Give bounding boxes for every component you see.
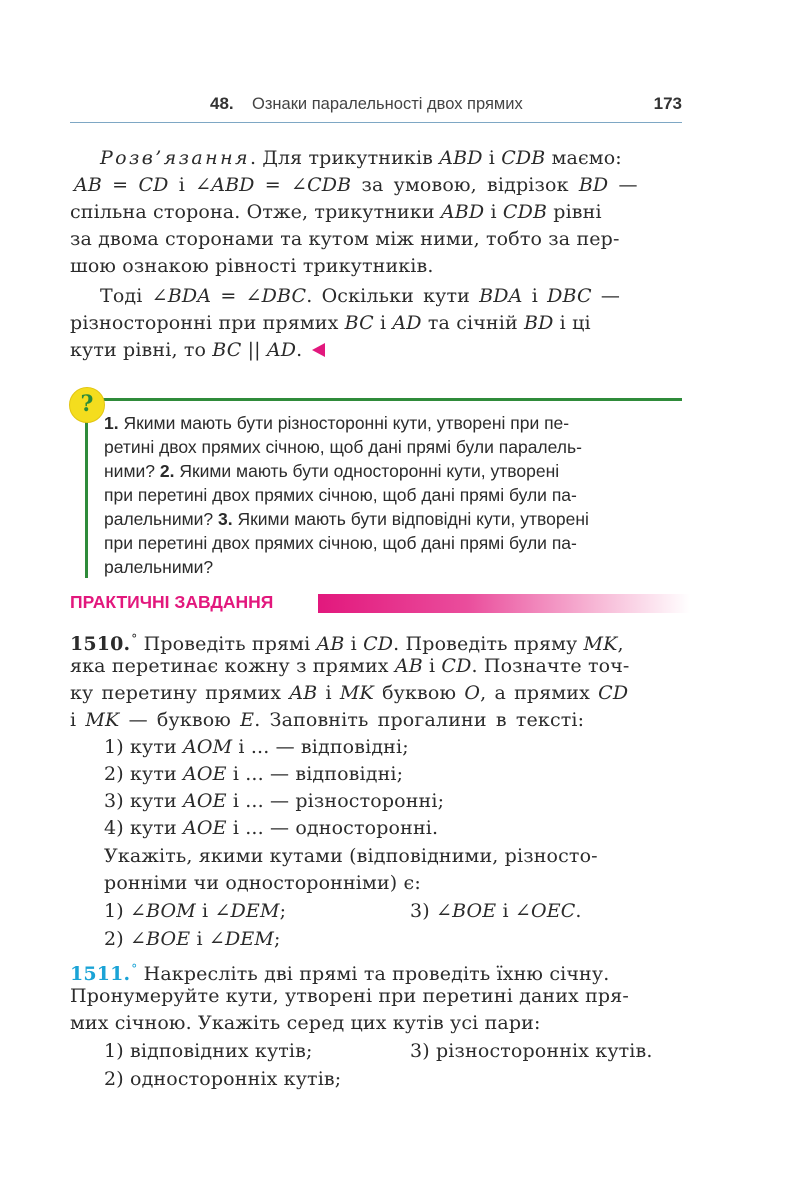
question-line-5: ралельними? 3. Якими мають бути відповідні кути, утворені: [104, 509, 589, 529]
question-mark-icon: ?: [69, 387, 105, 423]
task-1510-option-3: 3) ∠BOE і ∠OEC.: [410, 900, 582, 922]
question-line-7: ралельними?: [104, 557, 214, 577]
solution-line-7: різносторонні при прямих BC і AD та січній BD і ці: [70, 312, 591, 334]
question-line-1: 1. Якими мають бути різносторонні кути, утворені при пе-: [104, 413, 570, 433]
task-1510-item-2: 2) кути AOE і ... — відповідні;: [104, 763, 404, 785]
task-1510-item-4: 4) кути AOE і ... — односторонні.: [104, 817, 439, 839]
question-line-6: при перетині двох прямих січною, щоб дані прямі були па-: [104, 533, 577, 553]
solution-line-6: Тоді ∠BDA = ∠DBC. Оскільки кути BDA і DBC —: [100, 285, 620, 307]
solution-line-4: за двома сторонами та кутом між ними, тобто за пер-: [70, 228, 620, 250]
task-1510-item-3: 3) кути AOE і ... — різносторонні;: [104, 790, 445, 812]
task-1511-option-2: 2) односторонніх кутів;: [104, 1068, 342, 1090]
question-line-2: ретині двох прямих січною, щоб дані прямі були паралель-: [104, 437, 582, 457]
task-1510-option-1: 1) ∠BOM і ∠DEM;: [104, 900, 287, 922]
task-1511-line-2: Пронумеруйте кути, утворені при перетині даних пря-: [70, 985, 629, 1007]
task-1510-line-4: і MK — буквою E. Заповніть прогалини в тексті:: [70, 709, 585, 731]
task-1510-line-3: ку перетину прямих AB і MK буквою O, а прямих CD: [70, 682, 629, 704]
question-line-3: ними? 2. Якими мають бути односторонні кути, утворені: [104, 461, 560, 481]
page-header: [70, 92, 682, 123]
solution-line-8: кути рівні, то BC || AD.: [70, 337, 325, 364]
solution-line-2: AB = CD і ∠ABD = ∠CDB за умовою, відрізок BD —: [74, 174, 638, 196]
task-1510-option-2: 2) ∠BOE і ∠DEM;: [104, 928, 281, 950]
questions-top-rule: [80, 398, 682, 401]
questions-side-rule: [85, 412, 88, 578]
task-1511-line-1: 1511.° Накресліть дві прямі та проведіть їхню січну.: [70, 962, 610, 985]
task-1511-option-1: 1) відповідних кутів;: [104, 1040, 313, 1062]
task-1510-line-2: яка перетинає кожну з прямих AB і CD. Позначте точ-: [70, 655, 630, 677]
practical-tasks-bar: [318, 594, 690, 613]
task-1511-option-3: 3) різносторонніх кутів.: [410, 1040, 653, 1062]
solution-line-1: Розв’язання. Для трикутників ABD і CDB маємо:: [100, 147, 622, 169]
section-title: Ознаки паралельності двох прямих: [252, 95, 523, 113]
page-number: 173: [653, 94, 682, 113]
question-line-4: при перетині двох прямих січною, щоб дані прямі були па-: [104, 485, 577, 505]
task-1510-line-10: ронніми чи односторонніми) є:: [104, 872, 421, 894]
solution-line-5: шою ознакою рівності трикутників.: [70, 255, 434, 277]
practical-tasks-title: ПРАКТИЧНІ ЗАВДАННЯ: [70, 592, 274, 612]
task-1510-line-1: 1510.° Проведіть прямі AB і CD. Проведіть пряму MK,: [70, 632, 624, 655]
section-number: 48.: [210, 94, 234, 113]
task-1510-line-9: Укажіть, якими кутами (відповідними, різносто-: [104, 845, 598, 867]
task-1511-line-3: мих січною. Укажіть серед цих кутів усі пари:: [70, 1012, 541, 1034]
end-of-solution-triangle-icon: [312, 343, 325, 357]
task-1510-item-1: 1) кути AOM і ... — відповідні;: [104, 736, 409, 758]
solution-line-3: спільна сторона. Отже, трикутники ABD і CDB рівні: [70, 201, 602, 223]
